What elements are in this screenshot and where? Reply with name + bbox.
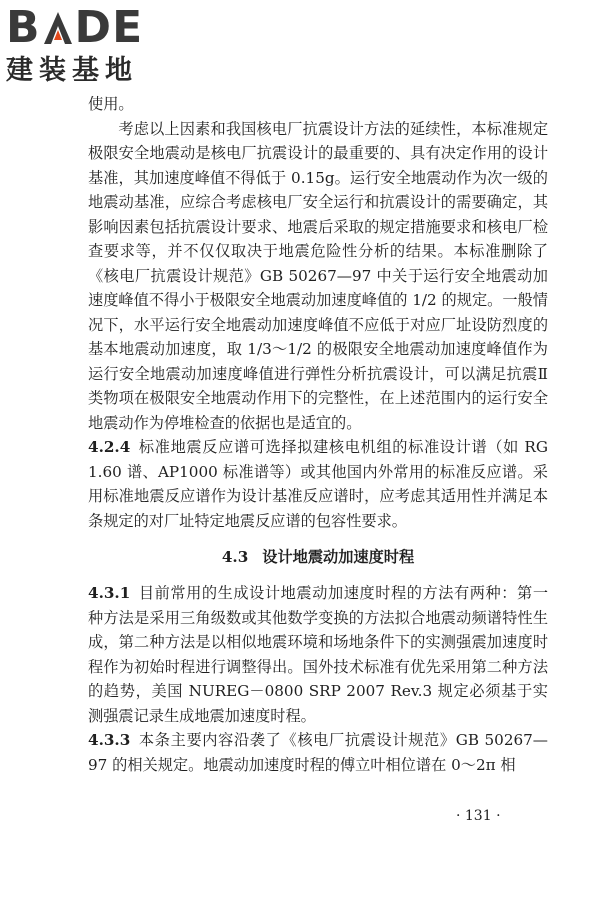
page-content: [88, 92, 548, 777]
clause-text: 标准地震反应谱可选择拟建核电机组的标准设计谱（如 RG 1.60 谱、AP1000 标准谱等）或其他国内外常用的标准反应谱。采用标准地震反应谱作为设计基准反应谱时，应考虑其适用性并满足本条规定的对厂址特定地震反应谱的包容性要求。: [88, 438, 548, 530]
paragraph-continuation: 使用。: [88, 95, 134, 113]
clause-4-3-3: [88, 728, 548, 777]
section-title: 设计地震动加速度时程: [262, 548, 415, 566]
logo-letter-b: B: [6, 2, 41, 53]
logo-letters-de: DE: [74, 2, 144, 53]
clause-text: 本条主要内容沿袭了《核电厂抗震设计规范》GB 50267—97 的相关规定。地震动加速度时程的傅立叶相位谱在 0～2π 相: [88, 731, 548, 774]
bade-logo: [6, 4, 181, 92]
clause-number: 4.3.3: [88, 731, 131, 749]
logo-wordmark: [6, 4, 181, 52]
paragraph-main: 考虑以上因素和我国核电厂抗震设计方法的延续性，本标准规定极限安全地震动是核电厂抗震设计的最重要的、具有决定作用的设计基准，其加速度峰值不得低于 0.15g。运行安全地震动作为次一级的地震动基准，应综合考虑核电厂安全运行和抗震设计的需要确定，其影响因素包括抗震设计要求、地震后采取的规定措施要求和核电厂检查要求等，并不仅仅取决于地震危险性分析的结果。本标准删除了《核电厂抗震设计规范》GB 50267—97 中关于运行安全地震动加速度峰值不得小于极限安全地震动加速度峰值的 1/2 的规定。一般情况下，水平运行安全地震动加速度峰值不应低于对应厂址设防烈度的基本地震动加速度，取 1/3～1/2 的极限安全地震动加速度峰值作为运行安全地震动加速度峰值进行弹性分析抗震设计，可以满足抗震Ⅱ类物项在极限安全地震动作用下的完整性，在上述范围内的运行安全地震动作为停堆检查的依据也是适宜的。: [88, 119, 548, 432]
clause-number: 4.3.1: [88, 584, 131, 602]
clause-text: 目前常用的生成设计地震动加速度时程的方法有两种：第一种方法是采用三角级数或其他数学变换的方法拟合地震动频谱特性生成，第二种方法是以相似地震环境和场地条件下的实测强震加速度时程作为初始时程进行调整得出。国外技术标准有优先采用第二种方法的趋势，美国 NUREG－0800 SRP 2007 Rev.3 规定必须基于实测强震记录生成地震加速度时程。: [88, 584, 548, 725]
clause-4-2-4: [88, 435, 548, 533]
section-heading: [88, 545, 548, 569]
logo-a-mark-icon: [43, 10, 73, 46]
section-number: 4.3: [221, 548, 249, 566]
page-number: · 131 ·: [456, 808, 501, 824]
logo-subtitle: 建装基地: [6, 55, 138, 86]
clause-number: 4.2.4: [88, 438, 131, 456]
clause-4-3-1: [88, 581, 548, 728]
